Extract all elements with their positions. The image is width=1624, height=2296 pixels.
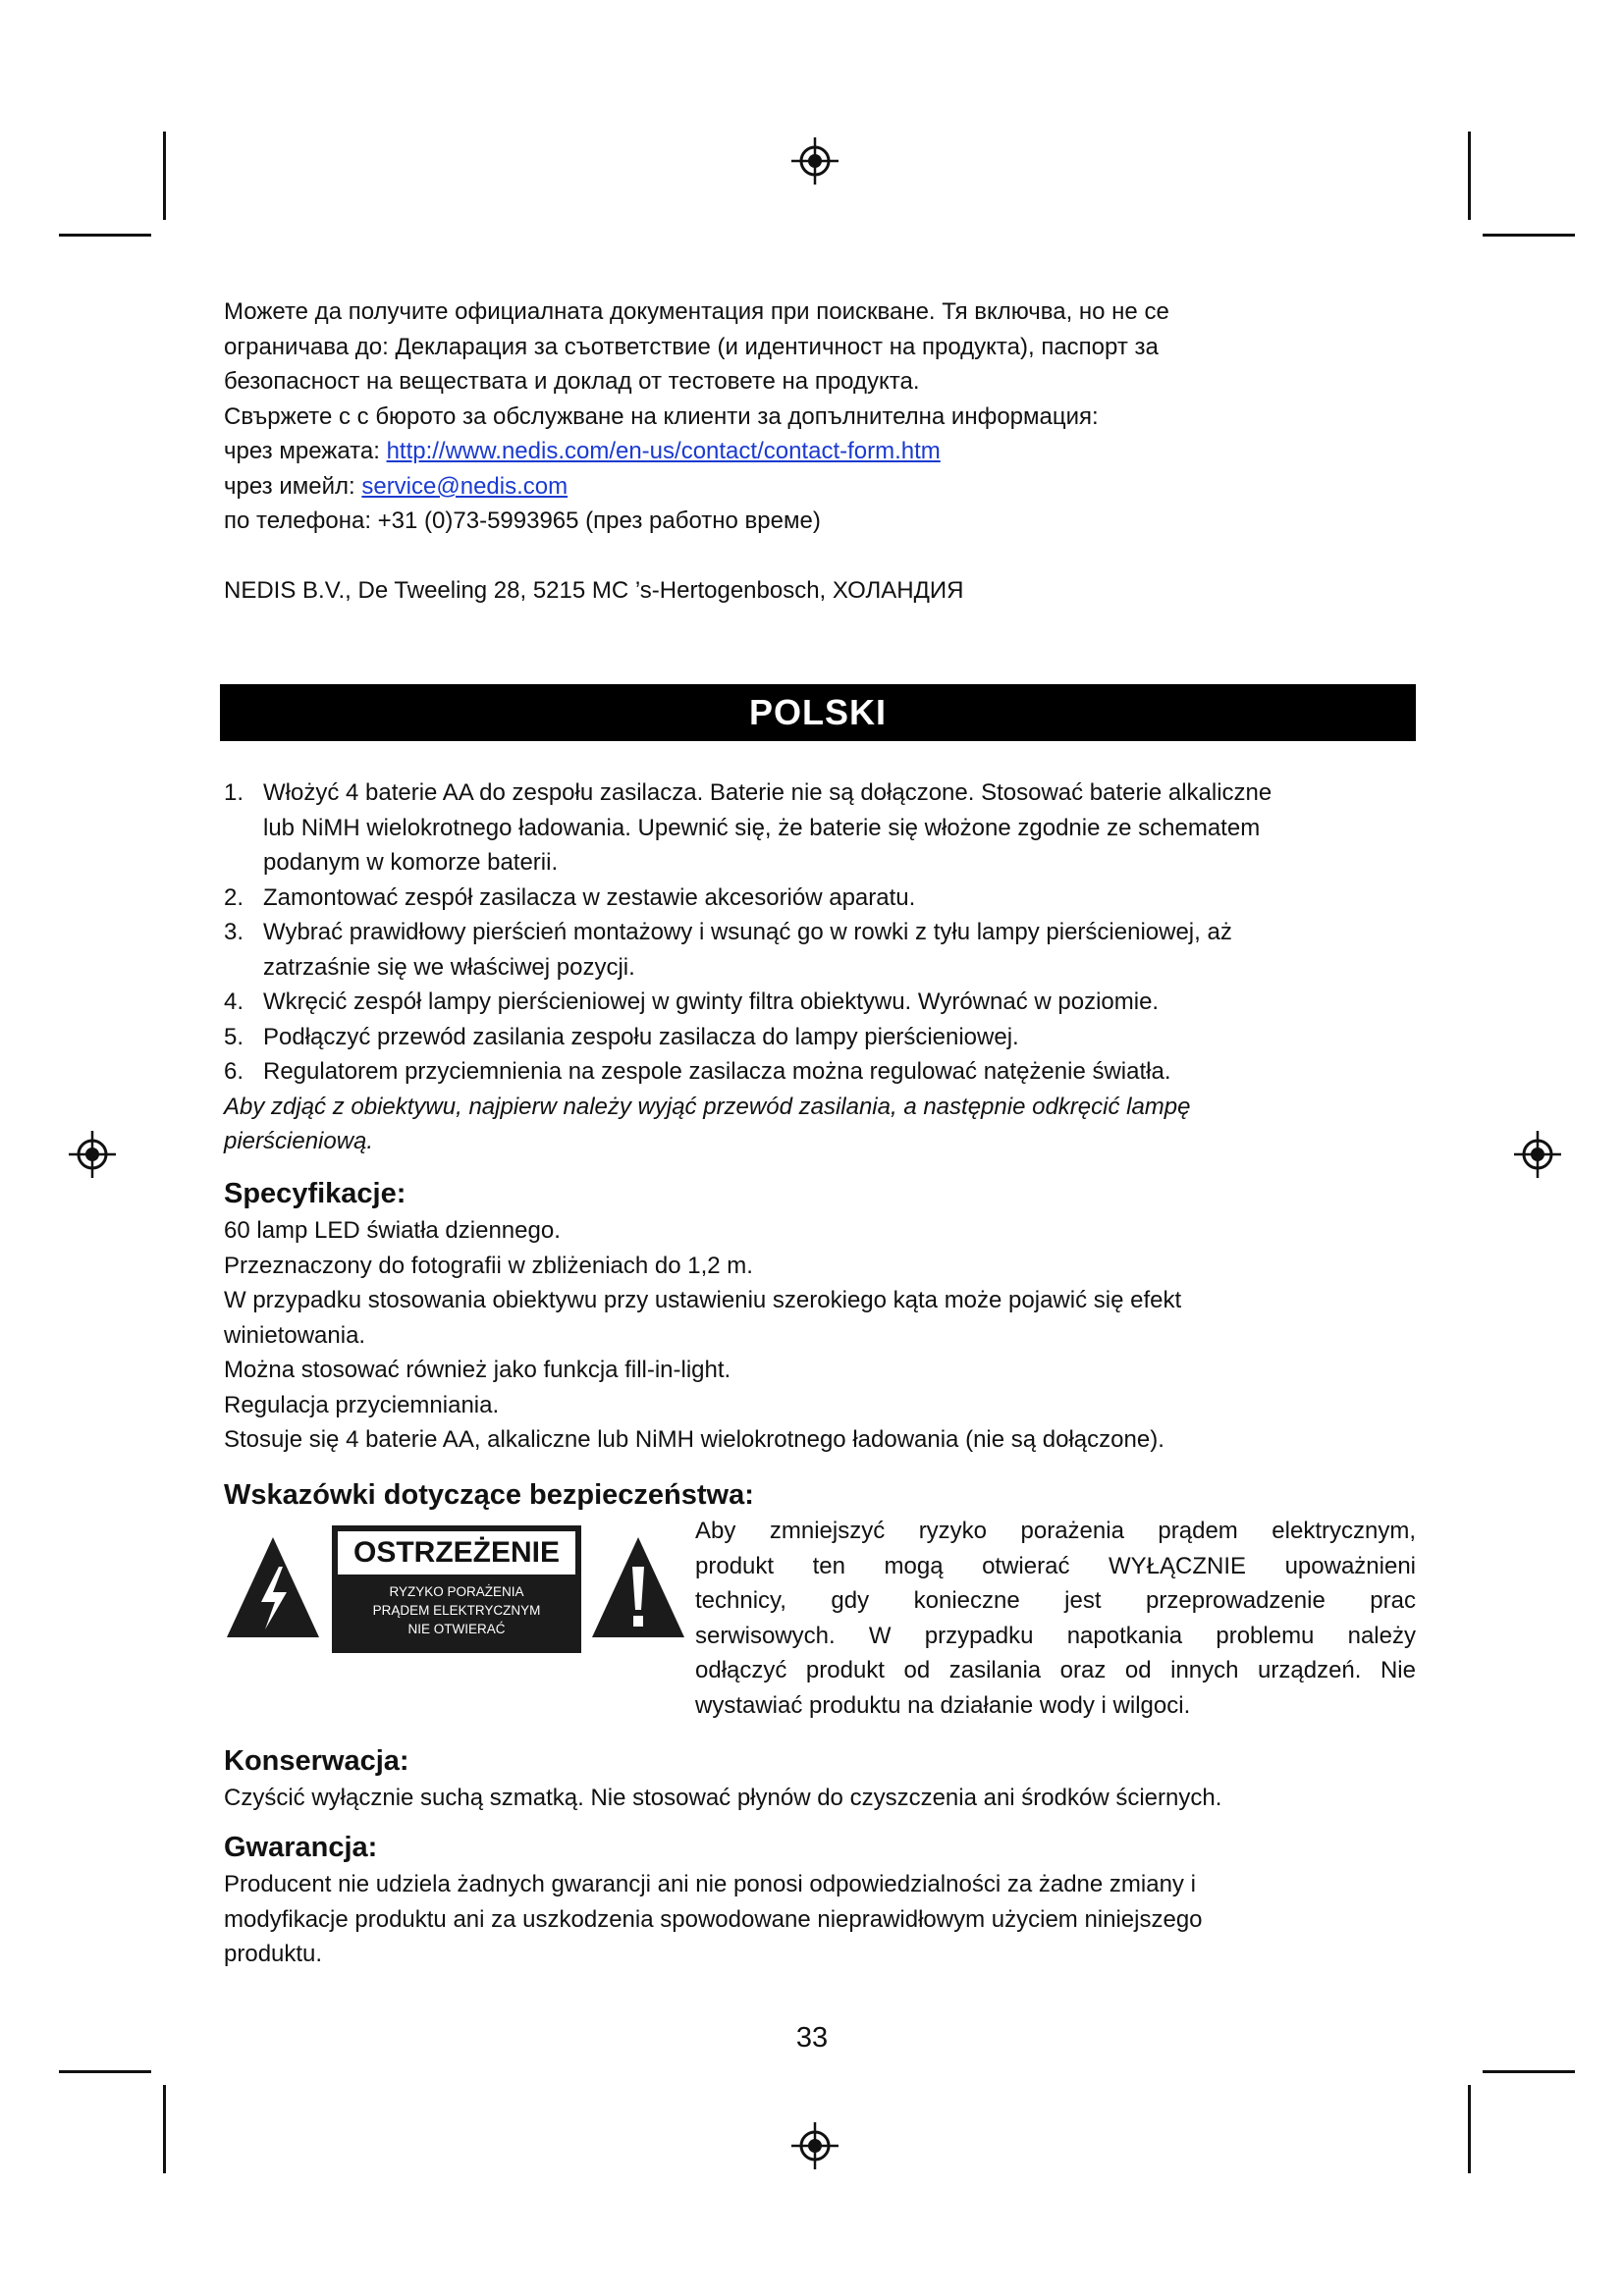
bulgarian-contact-section [224,294,1416,608]
list-text: Wybrać prawidłowy pierścień montażowy i wsunąć go w rowki z tyłu lampy pierścieniowej, aż [263,919,1232,945]
list-item [224,985,1416,1020]
warranty-line: Producent nie udziela żadnych gwarancji ani nie ponosi odpowiedzialności za żadne zmiany i [224,1871,1196,1897]
exclamation-warning-icon [589,1533,687,1641]
paragraph-line: Можете да получите официалната документация при поискване. Тя включва, но не се [224,298,1169,325]
crop-mark [1468,132,1471,220]
warranty-line: modyfikacje produktu ani za uszkodzenia spowodowane nieprawidłowym użyciem niniejszego [224,1905,1203,1933]
crop-mark [163,132,166,220]
list-text: Zamontować zespół zasilacza w zestawie akcesoriów aparatu. [263,883,916,911]
safety-heading-block [224,1475,1416,1515]
list-text: Podłączyć przewód zasilania zespołu zasilacza do lampy pierścieniowej. [263,1023,1019,1050]
crop-mark [1483,234,1575,237]
safety-line: wystawiać produktu na działanie wody i wilgoci. [695,1691,1191,1719]
maintenance-section [224,1741,1416,1816]
warranty-section [224,1828,1416,1972]
warning-label-box [332,1525,581,1653]
paragraph-line: Свържете с с бюрото за обслужване на клиенти за допълнителна информация: [224,402,1099,430]
registration-mark-icon [1512,1129,1563,1180]
web-label: чрез мрежата: [224,438,387,464]
spec-line: Regulacja przyciemniania. [224,1391,500,1418]
list-item [224,775,1416,881]
list-number: 5. [224,1023,244,1050]
removal-note: pierścieniową. [224,1128,374,1154]
email-link[interactable]: service@nedis.com [361,472,568,500]
crop-mark [163,2085,166,2173]
list-number: 6. [224,1058,244,1085]
warranty-heading: Gwarancja: [224,1832,378,1863]
warning-graphics [224,1525,687,1653]
safety-text [695,1514,1416,1723]
contact-form-link[interactable]: http://www.nedis.com/en-us/contact/contact-form.htm [386,438,941,464]
email-contact-line [224,469,1416,505]
web-contact-line [224,434,1416,469]
list-text: zatrzaśnie się we właściwej pozycji. [263,953,635,981]
registration-mark-icon [789,2120,840,2171]
warranty-line: produktu. [224,1941,323,1967]
spec-line: W przypadku stosowania obiektywu przy ustawieniu szerokiego kąta może pojawić się efekt [224,1287,1182,1313]
specs-heading: Specyfikacje: [224,1178,406,1209]
crop-mark [59,2070,151,2073]
language-banner: POLSKI [220,684,1416,741]
safety-line: Aby zmniejszyć ryzyko porażenia prądem elektrycznym, [695,1518,1416,1544]
list-number: 3. [224,919,244,945]
crop-mark [59,234,151,237]
list-item [224,1054,1416,1090]
safety-line: serwisowych. W przypadku napotkania problemu należy [695,1622,1416,1649]
maintenance-text: Czyścić wyłącznie suchą szmatką. Nie stosować płynów do czyszczenia ani środków ściernych. [224,1785,1222,1811]
warning-subtext [332,1582,581,1638]
warning-subtext-line: NIE OTWIERAĆ [407,1622,506,1636]
spec-line: Można stosować również jako funkcja fill-in-light. [224,1357,731,1383]
crop-mark [1468,2085,1471,2173]
registration-mark-icon [789,135,840,187]
list-text: podanym w komorze baterii. [263,849,559,876]
warning-subtext-line: RYZYKO PORAŻENIA [389,1584,524,1599]
warning-subtext-line: PRĄDEM ELEKTRYCZNYM [372,1603,541,1618]
spec-line: Przeznaczony do fotografii w zbliżeniach do 1,2 m. [224,1252,753,1279]
list-text: Wkręcić zespół lampy pierścieniowej w gwinty filtra obiektywu. Wyrównać w poziomie. [263,988,1160,1015]
list-text: Regulatorem przyciemnienia na zespole zasilacza można regulować natężenie światła. [263,1058,1171,1085]
specs-section [224,1174,1416,1458]
company-address: NEDIS B.V., De Tweeling 28, 5215 MC ’s-Hertogenbosch, ХОЛАНДИЯ [224,576,964,604]
spec-line: winietowania. [224,1321,366,1349]
removal-note: Aby zdjąć z obiektywu, najpierw należy wyjąć przewód zasilania, a następnie odkręcić lampę [224,1093,1191,1120]
crop-mark [1483,2070,1575,2073]
maintenance-heading: Konserwacja: [224,1745,409,1777]
safety-line: technicy, gdy konieczne jest przeprowadzenie prac [695,1587,1416,1614]
list-item [224,1020,1416,1055]
list-number: 4. [224,988,244,1015]
warning-title: OSTRZEŻENIE [338,1531,575,1575]
instructions-list [224,775,1416,1159]
list-number: 1. [224,779,244,806]
page-number: 33 [795,2022,829,2054]
spacer [224,539,1416,573]
list-text: lub NiMH wielokrotnego ładowania. Upewnić się, że baterie się włożone zgodnie ze schematem [263,814,1261,841]
safety-line: odłączyć produkt od zasilania oraz od innych urządzeń. Nie [695,1657,1416,1683]
list-item [224,915,1416,985]
electric-shock-warning-icon [224,1533,322,1641]
safety-section [224,1514,1416,1739]
list-number: 2. [224,883,244,911]
paragraph-line: ограничава до: Декларация за съответствие (и идентичност на продукта), паспорт за [224,333,1159,360]
list-item [224,881,1416,916]
spec-line: Stosuje się 4 baterie AA, alkaliczne lub NiMH wielokrotnego ładowania (nie są dołączone). [224,1426,1164,1453]
safety-heading: Wskazówki dotyczące bezpieczeństwa: [224,1479,754,1511]
safety-line: produkt ten mogą otwierać WYŁĄCZNIE upoważnieni [695,1552,1416,1579]
registration-mark-icon [67,1129,118,1180]
email-label: чрез имейл: [224,472,362,500]
phone-line: по телефона: +31 (0)73-5993965 (през работно време) [224,507,821,534]
paragraph-line: безопасност на веществата и доклад от тестовете на продукта. [224,368,920,395]
list-text: Włożyć 4 baterie AA do zespołu zasilacza. Baterie nie są dołączone. Stosować baterie alkaliczne [263,779,1272,806]
spec-line: 60 lamp LED światła dziennego. [224,1217,561,1244]
